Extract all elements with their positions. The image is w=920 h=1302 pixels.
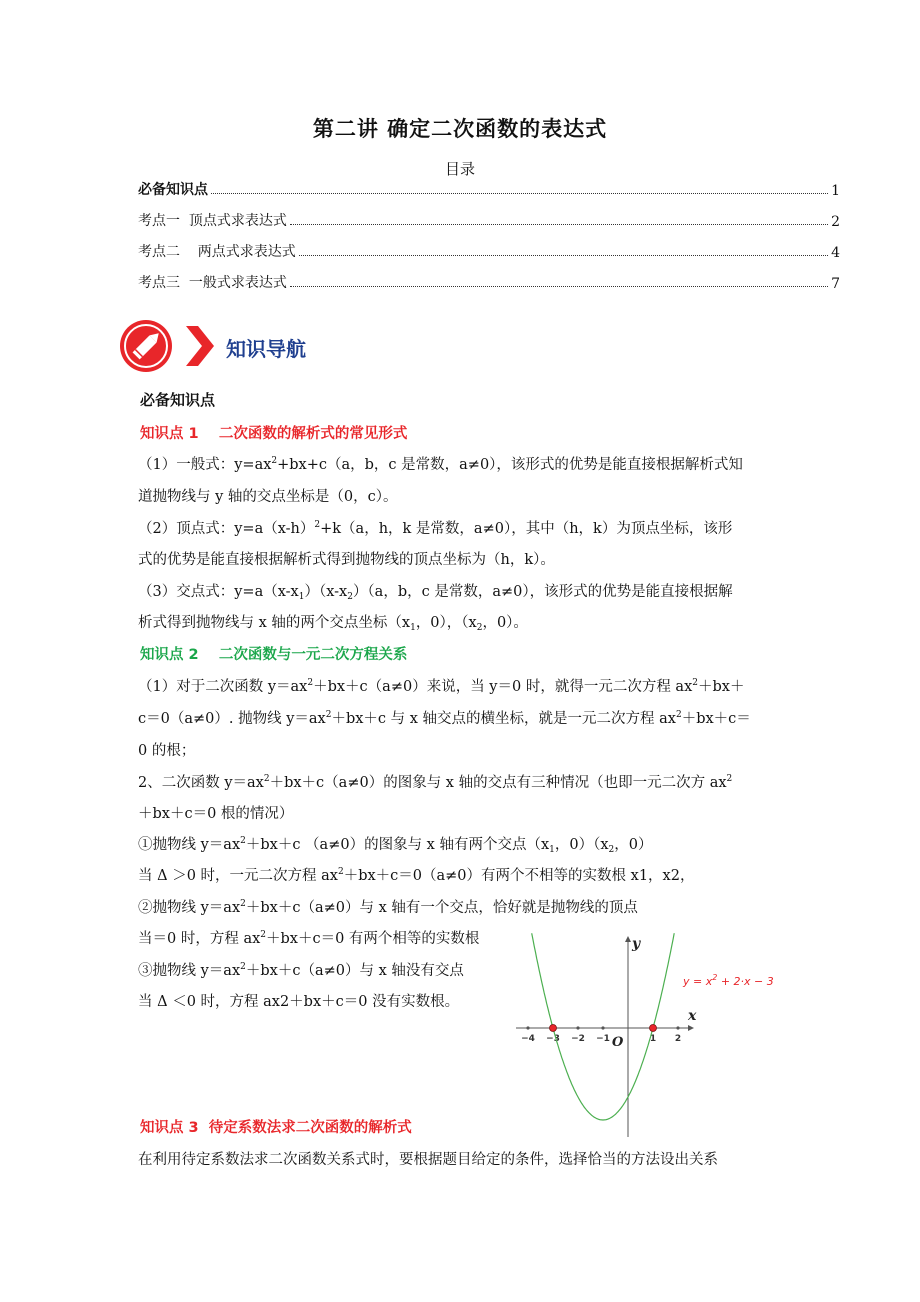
toc-entry[interactable] — [138, 208, 840, 230]
toc-leader — [211, 193, 828, 194]
toc-entry[interactable] — [138, 270, 840, 292]
kp2-line: ②抛物线 $y=ax^2+bx+c(a\ne 0)$与 x 轴有一个交点，恰好就是抛物线的顶点 — [138, 899, 638, 916]
kp2-line: 0 的根； — [138, 743, 196, 759]
x-tick-mark — [576, 1026, 579, 1029]
kp2-line: ＋bx＋c＝0 根的情况） — [138, 806, 294, 822]
kp1-heading: 知识点 1 二次函数的解析式的常见形式 — [140, 426, 408, 442]
kp2-line: c＝0（a≠0）. 抛物线 $y=ax^2+bx+c$ 与 x 轴交点的横坐标，就是一元二次方程 $ax^2+bx+c=$ — [138, 710, 751, 727]
kp1-p1-line1: （1）一般式：$y=ax^2+bx+c(a$，b，c 是常数，a≠0），该形式的优势是能直接根据解析式知 — [138, 456, 743, 473]
x-tick-label: −1 — [596, 1034, 610, 1044]
toc-entry-label: 必备知识点 — [138, 182, 208, 198]
toc-entry-page: 7 — [831, 276, 840, 292]
kp2-heading: 知识点 2 二次函数与一元二次方程关系 — [140, 647, 408, 663]
toc-entry-label: 考点二 两点式求表达式 — [138, 244, 296, 260]
pencil-icon — [120, 320, 172, 372]
toc-entry-page: 4 — [831, 245, 840, 261]
x-tick-label: −2 — [571, 1034, 585, 1044]
banner-graphic — [116, 318, 216, 374]
page-title: 第二讲 确定二次函数的表达式 — [312, 117, 608, 141]
toc-leader — [290, 224, 828, 225]
parabola-graph — [508, 928, 798, 1143]
toc-entry-page: 2 — [831, 214, 840, 230]
origin-label: O — [612, 1035, 624, 1050]
kp1-p2-line2: 式的优势是能直接根据解析式得到抛物线的顶点坐标为（h，k）。 — [138, 552, 555, 568]
x-tick-mark — [601, 1026, 604, 1029]
x-axis-label: x — [688, 1008, 697, 1024]
x-tick-mark — [526, 1026, 529, 1029]
y-axis-label: y — [632, 936, 641, 952]
toc-leader — [299, 255, 828, 256]
toc-entry[interactable] — [138, 239, 840, 261]
kp2-line: 当 Δ ＜0 时，方程 ax2＋bx＋c＝0 没有实数根。 — [138, 994, 460, 1010]
chevron-right-icon — [186, 326, 214, 366]
x-tick-label: −3 — [546, 1034, 560, 1044]
kp3-line: 在利用待定系数法求二次函数关系式时，要根据题目给定的条件，选择恰当的方法设出关系 — [138, 1152, 718, 1168]
x-tick-mark — [676, 1026, 679, 1029]
toc-entry-page: 1 — [831, 183, 840, 199]
kp2-line: 当 Δ ＞0 时，一元二次方程 $ax^2+bx+c=0(a\ne 0)$有两个不相等的实数根 x1，x2， — [138, 867, 695, 884]
kp1-p1-line2: 道抛物线与 y 轴的交点坐标是（0，c）。 — [138, 489, 398, 505]
kp3-heading: 知识点 3 待定系数法求二次函数的解析式 — [140, 1120, 412, 1136]
toc-entry[interactable] — [138, 177, 840, 199]
kp2-line: ③抛物线 $y=ax^2+bx+c(a\ne 0)$与 x 轴没有交点 — [138, 962, 464, 979]
kp2-line: （1）对于二次函数 $y=ax^2+bx+c(a\ne 0)$来说，当 y＝0 时，就得一元二次方程 $ax^2+bx+$ — [138, 678, 745, 695]
x-tick-label: 2 — [674, 1034, 682, 1044]
y-axis-arrow — [625, 936, 631, 942]
kp2-line: 当＝0 时，方程 $ax^2+bx+c=0$ 有两个相等的实数根 — [138, 930, 480, 947]
kp1-p3-line2: 析式得到抛物线与 x 轴的两个交点坐标（$x_1$，0），（$x_2$，0）。 — [138, 615, 528, 633]
kp1-p3-line1: （3）交点式：$y=a(x-x_1)(x-x_2)(a$，b，c 是常数，a≠0），该形式的优势是能直接根据解 — [138, 584, 733, 602]
toc-heading: 目录 — [444, 160, 475, 178]
x-tick-label: −4 — [521, 1034, 535, 1044]
toc-leader — [290, 286, 828, 287]
kp2-line: 2、二次函数 $y=ax^2+bx+c(a\ne 0)$的图象与 x 轴的交点有三种情况（也即一元二次方 $ax^2$ — [138, 774, 733, 791]
x-tick-label: 1 — [649, 1034, 657, 1044]
section-heading: 必备知识点 — [140, 391, 216, 409]
function-label: $y = x^2 + 2\cdot x - 3$ — [683, 973, 774, 988]
root-point — [550, 1025, 557, 1032]
kp2-line: ①抛物线 $y=ax^2+bx+c$ （a≠0）的图象与 x 轴有两个交点（$x_1$，$0)(x_2$，0） — [138, 836, 653, 855]
banner-title: 知识导航 — [226, 337, 306, 361]
toc-entry-label: 考点三 一般式求表达式 — [138, 275, 287, 291]
x-axis-arrow — [688, 1025, 694, 1031]
kp1-p2-line1: （2）顶点式：$y=a(x-h)^2+k(a$，h，k 是常数，a≠0），其中（h，k）为顶点坐标，该形 — [138, 520, 733, 537]
toc-entry-label: 考点一 顶点式求表达式 — [138, 213, 287, 229]
root-point — [650, 1025, 657, 1032]
